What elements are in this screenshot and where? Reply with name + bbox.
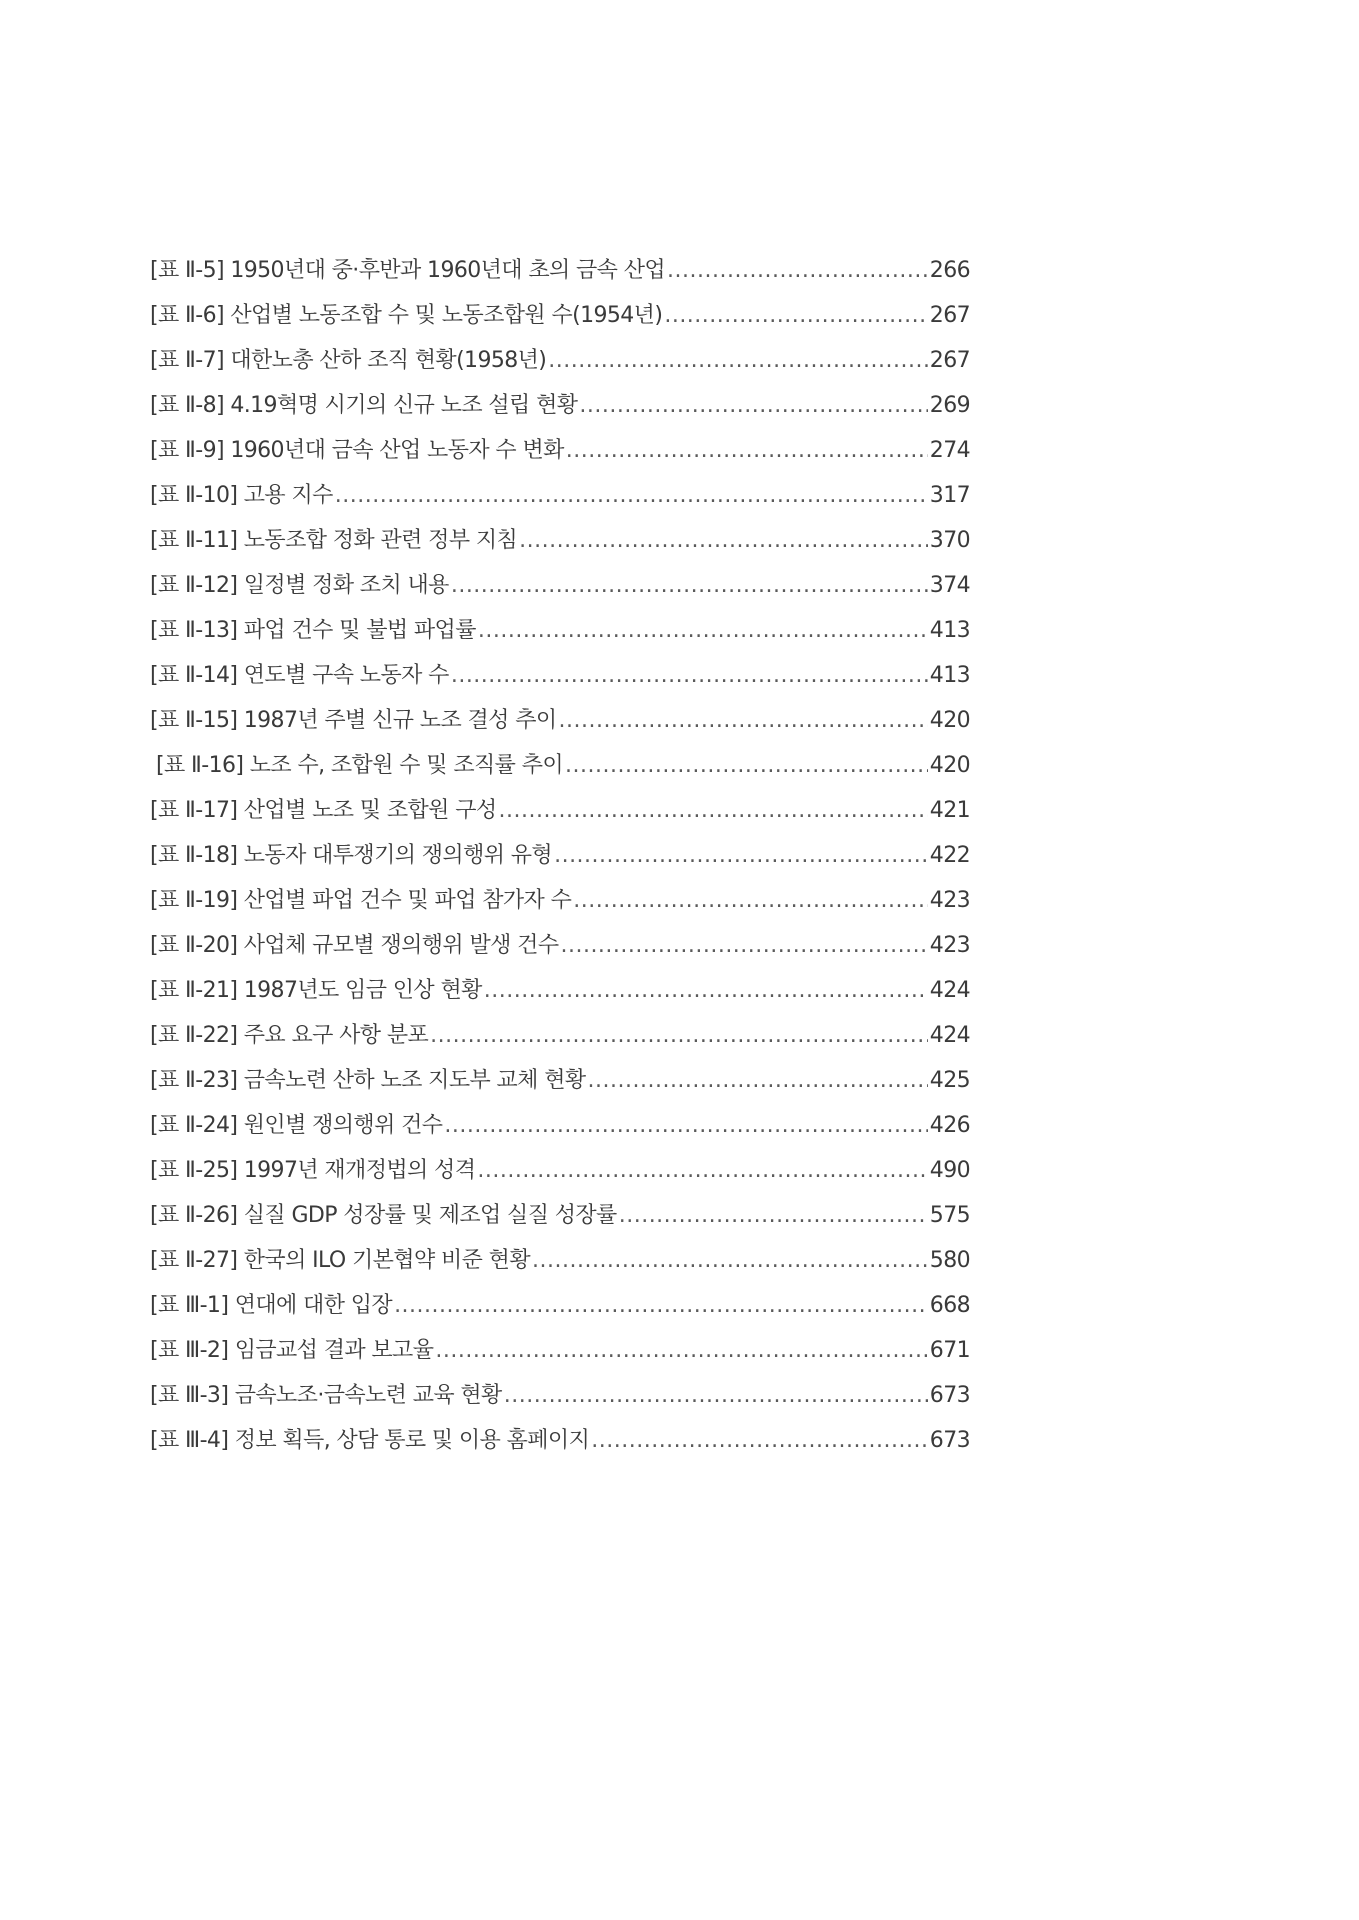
toc-entry-label: [표 Ⅱ-19] 산업별 파업 건수 및 파업 참가자 수 bbox=[150, 888, 572, 913]
toc-entry[interactable] bbox=[150, 391, 970, 436]
toc-entry[interactable] bbox=[150, 1381, 970, 1426]
dot-leader bbox=[566, 436, 928, 466]
toc-entry-page: 370 bbox=[929, 528, 970, 553]
toc-entry-label: [표 Ⅲ-3] 금속노조·금속노련 교육 현황 bbox=[150, 1383, 502, 1408]
dot-leader bbox=[565, 751, 928, 781]
toc-entry-page: 267 bbox=[929, 303, 970, 328]
toc-entry-page: 490 bbox=[929, 1158, 970, 1183]
dot-leader bbox=[335, 481, 928, 511]
dot-leader bbox=[499, 796, 928, 826]
toc-entry-page: 673 bbox=[929, 1428, 970, 1453]
toc-entry-label: [표 Ⅱ-8] 4.19혁명 시기의 신규 노조 설립 현황 bbox=[150, 393, 578, 418]
toc-entry-label: [표 Ⅱ-5] 1950년대 중·후반과 1960년대 초의 금속 산업 bbox=[150, 258, 666, 283]
toc-entry-label: [표 Ⅱ-9] 1960년대 금속 산업 노동자 수 변화 bbox=[150, 438, 564, 463]
toc-entry[interactable] bbox=[150, 301, 970, 346]
dot-leader bbox=[478, 616, 928, 646]
toc-entry-page: 374 bbox=[929, 573, 970, 598]
toc-entry-page: 426 bbox=[929, 1113, 970, 1138]
toc-entry-page: 422 bbox=[929, 843, 970, 868]
dot-leader bbox=[451, 571, 928, 601]
toc-entry[interactable] bbox=[150, 616, 970, 661]
toc-entry[interactable] bbox=[150, 841, 970, 886]
toc-entry-page: 413 bbox=[929, 618, 970, 643]
toc-entry-page: 420 bbox=[929, 753, 970, 778]
toc-entry-page: 671 bbox=[929, 1338, 970, 1363]
dot-leader bbox=[435, 1336, 927, 1366]
toc-entry-page: 420 bbox=[929, 708, 970, 733]
toc-entry-label: [표 Ⅱ-21] 1987년도 임금 인상 현황 bbox=[150, 978, 482, 1003]
toc-entry[interactable] bbox=[150, 1201, 970, 1246]
toc-entry[interactable] bbox=[150, 481, 970, 526]
toc-entry-page: 317 bbox=[929, 483, 970, 508]
toc-entry-page: 423 bbox=[929, 888, 970, 913]
toc-entry[interactable] bbox=[150, 1336, 970, 1381]
toc-entry-label: [표 Ⅱ-22] 주요 요구 사항 분포 bbox=[150, 1023, 429, 1048]
toc-entry-page: 424 bbox=[929, 978, 970, 1003]
toc-entry-page: 266 bbox=[929, 258, 970, 283]
dot-leader bbox=[451, 661, 928, 691]
dot-leader bbox=[477, 1156, 927, 1186]
dot-leader bbox=[519, 526, 928, 556]
toc-entry-page: 421 bbox=[929, 798, 970, 823]
dot-leader bbox=[504, 1381, 928, 1411]
table-of-contents-list bbox=[150, 256, 970, 1471]
toc-entry-page: 575 bbox=[929, 1203, 970, 1228]
dot-leader bbox=[579, 391, 927, 421]
toc-entry[interactable] bbox=[150, 751, 970, 796]
dot-leader bbox=[619, 1201, 928, 1231]
toc-entry-page: 668 bbox=[929, 1293, 970, 1318]
toc-entry[interactable] bbox=[150, 256, 970, 301]
dot-leader bbox=[667, 256, 928, 286]
toc-entry-label: [표 Ⅱ-24] 원인별 쟁의행위 건수 bbox=[150, 1113, 443, 1138]
toc-entry[interactable] bbox=[150, 1291, 970, 1336]
toc-entry-label: [표 Ⅱ-12] 일정별 정화 조치 내용 bbox=[150, 573, 449, 598]
dot-leader bbox=[548, 346, 928, 376]
toc-entry-label: [표 Ⅱ-7] 대한노총 산하 조직 현황(1958년) bbox=[150, 348, 547, 373]
toc-entry[interactable] bbox=[150, 976, 970, 1021]
toc-entry[interactable] bbox=[150, 571, 970, 616]
toc-entry-page: 425 bbox=[929, 1068, 970, 1093]
dot-leader bbox=[430, 1021, 928, 1051]
dot-leader bbox=[394, 1291, 928, 1321]
dot-leader bbox=[559, 706, 928, 736]
toc-entry[interactable] bbox=[150, 706, 970, 751]
dot-leader bbox=[591, 1426, 928, 1456]
toc-entry-label: [표 Ⅱ-11] 노동조합 정화 관련 정부 지침 bbox=[150, 528, 518, 553]
toc-entry-label: [표 Ⅱ-13] 파업 건수 및 불법 파업률 bbox=[150, 618, 476, 643]
toc-entry[interactable] bbox=[150, 526, 970, 571]
toc-entry-label: [표 Ⅱ-14] 연도별 구속 노동자 수 bbox=[150, 663, 449, 688]
toc-entry-page: 274 bbox=[929, 438, 970, 463]
dot-leader bbox=[560, 931, 927, 961]
toc-entry[interactable] bbox=[150, 436, 970, 481]
dot-leader bbox=[532, 1246, 928, 1276]
toc-entry[interactable] bbox=[150, 1426, 970, 1471]
toc-entry-label: [표 Ⅱ-16] 노조 수, 조합원 수 및 조직률 추이 bbox=[156, 753, 563, 778]
toc-entry-label: [표 Ⅱ-15] 1987년 주별 신규 노조 결성 추이 bbox=[150, 708, 557, 733]
dot-leader bbox=[588, 1066, 928, 1096]
toc-entry[interactable] bbox=[150, 796, 970, 841]
toc-entry-label: [표 Ⅱ-20] 사업체 규모별 쟁의행위 발생 건수 bbox=[150, 933, 559, 958]
toc-entry-label: [표 Ⅱ-6] 산업별 노동조합 수 및 노동조합원 수(1954년) bbox=[150, 303, 663, 328]
toc-entry[interactable] bbox=[150, 1111, 970, 1156]
toc-entry-page: 423 bbox=[929, 933, 970, 958]
toc-entry-label: [표 Ⅱ-27] 한국의 ILO 기본협약 비준 현황 bbox=[150, 1248, 530, 1273]
toc-entry[interactable] bbox=[150, 931, 970, 976]
toc-entry[interactable] bbox=[150, 346, 970, 391]
toc-entry-label: [표 Ⅲ-1] 연대에 대한 입장 bbox=[150, 1293, 393, 1318]
toc-entry-page: 580 bbox=[929, 1248, 970, 1273]
toc-entry-label: [표 Ⅲ-4] 정보 획득, 상담 통로 및 이용 홈페이지 bbox=[150, 1428, 590, 1453]
dot-leader bbox=[484, 976, 928, 1006]
toc-entry-label: [표 Ⅱ-26] 실질 GDP 성장률 및 제조업 실질 성장률 bbox=[150, 1203, 617, 1228]
dot-leader bbox=[664, 301, 927, 331]
toc-entry-page: 424 bbox=[929, 1023, 970, 1048]
toc-entry-page: 269 bbox=[929, 393, 970, 418]
toc-entry-label: [표 Ⅲ-2] 임금교섭 결과 보고율 bbox=[150, 1338, 434, 1363]
toc-entry[interactable] bbox=[150, 1066, 970, 1111]
toc-entry-label: [표 Ⅱ-18] 노동자 대투쟁기의 쟁의행위 유형 bbox=[150, 843, 553, 868]
toc-entry-page: 673 bbox=[929, 1383, 970, 1408]
toc-entry-label: [표 Ⅱ-23] 금속노련 산하 노조 지도부 교체 현황 bbox=[150, 1068, 586, 1093]
toc-entry[interactable] bbox=[150, 661, 970, 706]
toc-entry-label: [표 Ⅱ-25] 1997년 재개정법의 성격 bbox=[150, 1158, 476, 1183]
toc-entry[interactable] bbox=[150, 1246, 970, 1291]
toc-entry[interactable] bbox=[150, 1156, 970, 1201]
toc-entry-page: 413 bbox=[929, 663, 970, 688]
dot-leader bbox=[444, 1111, 927, 1141]
toc-entry-label: [표 Ⅱ-17] 산업별 노조 및 조합원 구성 bbox=[150, 798, 497, 823]
toc-entry[interactable] bbox=[150, 886, 970, 931]
toc-entry-label: [표 Ⅱ-10] 고용 지수 bbox=[150, 483, 333, 508]
dot-leader bbox=[573, 886, 928, 916]
toc-entry[interactable] bbox=[150, 1021, 970, 1066]
toc-entry-page: 267 bbox=[929, 348, 970, 373]
dot-leader bbox=[554, 841, 928, 871]
